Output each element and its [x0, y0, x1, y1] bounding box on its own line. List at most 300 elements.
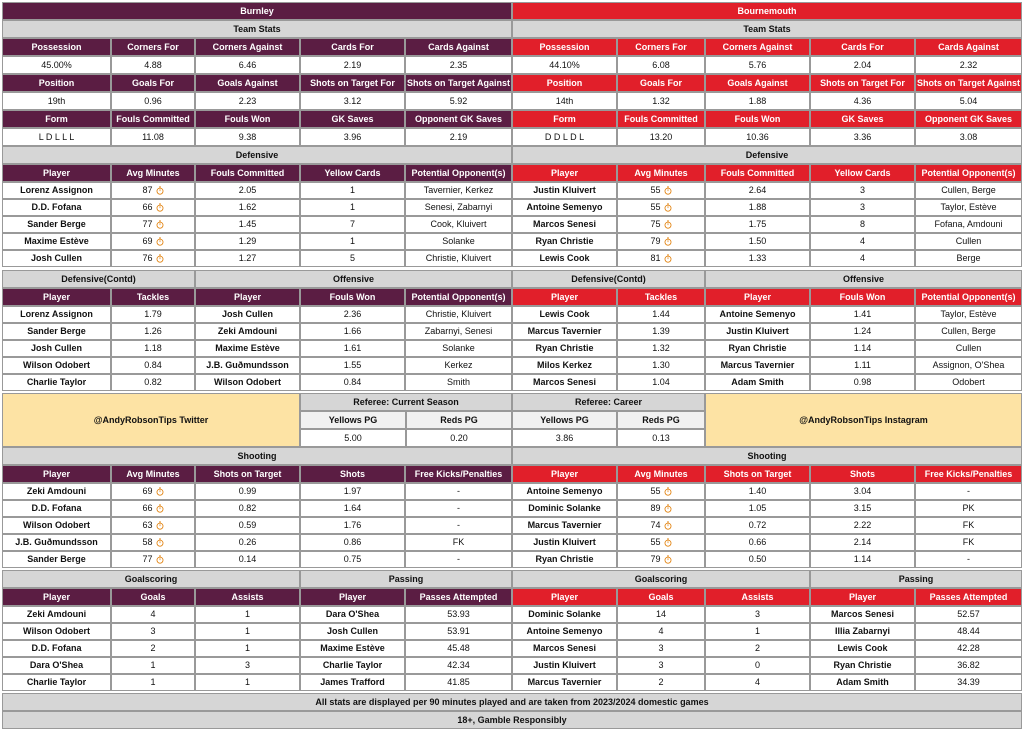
table-row-cell: Christie, Kluivert [405, 306, 512, 323]
table-row-cell: Tavernier, Kerkez [405, 182, 512, 199]
stat-header: Form [512, 110, 617, 128]
table-row-cell: J.B. Guðmundsson [2, 534, 111, 551]
table-row-cell: 1.27 [195, 250, 300, 267]
stopwatch-icon [664, 254, 672, 263]
stat-value: 3.96 [300, 128, 405, 146]
stat-value: 5.92 [405, 92, 512, 110]
table-row-cell: 2 [617, 674, 705, 691]
table-row-cell: Zabarnyi, Senesi [405, 323, 512, 340]
stat-header: Fouls Committed [111, 110, 195, 128]
table-row-cell: Kerkez [405, 357, 512, 374]
section-title: Offensive [705, 270, 1022, 288]
team-name-burnley: Burnley [2, 2, 512, 20]
section-title: Offensive [195, 270, 512, 288]
table-header: Player [512, 588, 617, 606]
stat-value: 3.36 [810, 128, 915, 146]
stopwatch-icon [156, 254, 164, 263]
table-row-cell: Marcos Senesi [512, 216, 617, 233]
stopwatch-icon [156, 237, 164, 246]
team-name-bournemouth: Bournemouth [512, 2, 1022, 20]
table-row-cell: D.D. Fofana [2, 500, 111, 517]
table-row-cell: Wilson Odobert [195, 374, 300, 391]
instagram-promo: @AndyRobsonTips Instagram [705, 393, 1022, 447]
table-row-cell: Marcus Tavernier [512, 674, 617, 691]
table-row-cell: Odobert [915, 374, 1022, 391]
table-row-cell: Taylor, Estève [915, 199, 1022, 216]
table-row-cell: 0.98 [810, 374, 915, 391]
stat-value: 19th [2, 92, 111, 110]
table-row-cell: - [405, 551, 512, 568]
table-header: Player [512, 164, 617, 182]
table-row-cell: Ryan Christie [512, 340, 617, 357]
table-row-cell: 4 [810, 233, 915, 250]
table-row-cell: 87 [111, 182, 195, 199]
table-header: Shots [300, 465, 405, 483]
table-row-cell: 1.55 [300, 357, 405, 374]
table-row-cell: 1 [195, 674, 300, 691]
stat-header: Corners Against [195, 38, 300, 56]
table-row-cell: Josh Cullen [300, 623, 405, 640]
table-row-cell: 76 [111, 250, 195, 267]
table-row-cell: Zeki Amdouni [2, 483, 111, 500]
table-row-cell: Adam Smith [705, 374, 810, 391]
table-row-cell: Illia Zabarnyi [810, 623, 915, 640]
stat-header: Position [2, 74, 111, 92]
stat-header: Shots on Target For [810, 74, 915, 92]
table-row-cell: 2 [111, 640, 195, 657]
table-row-cell: 0.99 [195, 483, 300, 500]
table-row-cell: 1.29 [195, 233, 300, 250]
table-row-cell: Dominic Solanke [512, 606, 617, 623]
table-row-cell: 0.72 [705, 517, 810, 534]
table-row-cell: 3 [111, 623, 195, 640]
stat-header: Fouls Won [705, 110, 810, 128]
table-row-cell: 8 [810, 216, 915, 233]
table-header: Player [2, 465, 111, 483]
table-header: Player [705, 288, 810, 306]
table-row-cell: 0.86 [300, 534, 405, 551]
table-row-cell: Charlie Taylor [300, 657, 405, 674]
table-row-cell: 5 [300, 250, 405, 267]
table-row-cell: 4 [111, 606, 195, 623]
table-row-cell: Marcos Senesi [512, 640, 617, 657]
table-row-cell: Justin Kluivert [705, 323, 810, 340]
table-row-cell: - [405, 517, 512, 534]
twitter-promo: @AndyRobsonTips Twitter [2, 393, 300, 447]
stopwatch-icon [664, 237, 672, 246]
stat-header: Goals Against [195, 74, 300, 92]
table-row-cell: 45.48 [405, 640, 512, 657]
table-row-cell: 1.32 [617, 340, 705, 357]
table-row-cell: Lewis Cook [512, 306, 617, 323]
table-row-cell: 0.50 [705, 551, 810, 568]
table-row-cell: FK [915, 517, 1022, 534]
table-row-cell: Lewis Cook [512, 250, 617, 267]
table-row-cell: 1.79 [111, 306, 195, 323]
table-row-cell: Senesi, Zabarnyi [405, 199, 512, 216]
table-row-cell: 1.61 [300, 340, 405, 357]
stat-value: 13.20 [617, 128, 705, 146]
section-title: Team Stats [512, 20, 1022, 38]
table-row-cell: 2.22 [810, 517, 915, 534]
stat-header: Fouls Won [195, 110, 300, 128]
table-row-cell: 2.14 [810, 534, 915, 551]
table-row-cell: Fofana, Amdouni [915, 216, 1022, 233]
table-row-cell: Antoine Semenyo [512, 199, 617, 216]
table-row-cell: 1 [111, 674, 195, 691]
table-row-cell: Josh Cullen [2, 340, 111, 357]
section-title: Passing [810, 570, 1022, 588]
table-header: Assists [705, 588, 810, 606]
stat-header: Corners For [617, 38, 705, 56]
table-header: Fouls Committed [195, 164, 300, 182]
table-row-cell: Cullen [915, 340, 1022, 357]
table-header: Yellow Cards [810, 164, 915, 182]
table-row-cell: 0.84 [300, 374, 405, 391]
table-row-cell: 74 [617, 517, 705, 534]
table-header: Tackles [111, 288, 195, 306]
table-row-cell: 0.26 [195, 534, 300, 551]
stat-header: Shots on Target Against [405, 74, 512, 92]
table-row-cell: Dara O'Shea [300, 606, 405, 623]
table-row-cell: 1.18 [111, 340, 195, 357]
stat-value: 2.19 [405, 128, 512, 146]
section-title: Team Stats [2, 20, 512, 38]
table-row-cell: 7 [300, 216, 405, 233]
table-row-cell: 1.75 [705, 216, 810, 233]
table-row-cell: PK [915, 500, 1022, 517]
stat-value: 5.76 [705, 56, 810, 74]
stat-header: Fouls Committed [617, 110, 705, 128]
stat-value: 44.10% [512, 56, 617, 74]
table-row-cell: 53.93 [405, 606, 512, 623]
stopwatch-icon [156, 504, 164, 513]
table-row-cell: 69 [111, 483, 195, 500]
stat-header: Opponent GK Saves [405, 110, 512, 128]
table-row-cell: 41.85 [405, 674, 512, 691]
table-row-cell: Cook, Kluivert [405, 216, 512, 233]
table-row-cell: 58 [111, 534, 195, 551]
table-row-cell: Ryan Christie [512, 233, 617, 250]
table-row-cell: Maxime Estève [195, 340, 300, 357]
table-row-cell: 2.05 [195, 182, 300, 199]
table-row-cell: 77 [111, 216, 195, 233]
section-title: Defensive [512, 146, 1022, 164]
stat-header: Possession [2, 38, 111, 56]
table-header: Goals [111, 588, 195, 606]
table-row-cell: 1.45 [195, 216, 300, 233]
table-row-cell: 0.82 [111, 374, 195, 391]
table-header: Yellows PG [512, 411, 617, 429]
table-row-cell: 55 [617, 534, 705, 551]
table-row-cell: 1.04 [617, 374, 705, 391]
table-row-cell: Maxime Estève [300, 640, 405, 657]
table-header: Player [810, 588, 915, 606]
table-header: Reds PG [617, 411, 705, 429]
table-row-cell: Marcos Senesi [810, 606, 915, 623]
table-row-cell: 1.97 [300, 483, 405, 500]
table-row-cell: 0.84 [111, 357, 195, 374]
table-header: Yellows PG [300, 411, 406, 429]
table-row-cell: 1.30 [617, 357, 705, 374]
table-row-cell: Justin Kluivert [512, 182, 617, 199]
table-row-cell: 0.82 [195, 500, 300, 517]
table-row-cell: Maxime Estève [2, 233, 111, 250]
section-title: Goalscoring [512, 570, 810, 588]
table-header: Passes Attempted [405, 588, 512, 606]
table-row-cell: 1.64 [300, 500, 405, 517]
table-row-cell: 42.34 [405, 657, 512, 674]
table-row-cell: 1 [195, 640, 300, 657]
table-row-cell: 1.14 [810, 340, 915, 357]
table-header: Potential Opponent(s) [405, 164, 512, 182]
stat-header: Cards Against [405, 38, 512, 56]
gamble-notice: 18+, Gamble Responsibly [2, 711, 1022, 729]
stopwatch-icon [664, 538, 672, 547]
table-header: Player [195, 288, 300, 306]
section-title: Referee: Career [512, 393, 705, 411]
table-row-cell: 4 [617, 623, 705, 640]
table-header: Yellow Cards [300, 164, 405, 182]
table-row-cell: 1.41 [810, 306, 915, 323]
table-row-cell: D.D. Fofana [2, 640, 111, 657]
table-row-cell: 1.26 [111, 323, 195, 340]
stopwatch-icon [156, 521, 164, 530]
table-row-cell: 79 [617, 233, 705, 250]
table-row-cell: 3 [195, 657, 300, 674]
stopwatch-icon [156, 487, 164, 496]
stat-value: 1.32 [617, 92, 705, 110]
table-row-cell: Assignon, O'Shea [915, 357, 1022, 374]
stat-value: 11.08 [111, 128, 195, 146]
table-row-cell: Marcus Tavernier [705, 357, 810, 374]
stat-value: 4.88 [111, 56, 195, 74]
table-row-cell: 1.88 [705, 199, 810, 216]
stat-value: 2.35 [405, 56, 512, 74]
table-row-cell: - [915, 483, 1022, 500]
stat-value: 2.19 [300, 56, 405, 74]
table-row-cell: Wilson Odobert [2, 357, 111, 374]
stat-header: Cards For [810, 38, 915, 56]
stat-header: Possession [512, 38, 617, 56]
table-row-cell: Wilson Odobert [2, 623, 111, 640]
table-row-cell: 1 [300, 199, 405, 216]
stat-value: 9.38 [195, 128, 300, 146]
table-row-cell: FK [405, 534, 512, 551]
table-row-cell: Dominic Solanke [512, 500, 617, 517]
table-row-cell: 1.66 [300, 323, 405, 340]
table-row-cell: 0 [705, 657, 810, 674]
stat-value: D D L D L [512, 128, 617, 146]
table-header: Potential Opponent(s) [915, 288, 1022, 306]
table-row-cell: 75 [617, 216, 705, 233]
table-row-cell: 14 [617, 606, 705, 623]
table-row-cell: - [915, 551, 1022, 568]
table-row-cell: Solanke [405, 340, 512, 357]
stat-header: Shots on Target Against [915, 74, 1022, 92]
stat-header: Cards Against [915, 38, 1022, 56]
stat-value: 2.32 [915, 56, 1022, 74]
table-header: Avg Minutes [111, 164, 195, 182]
table-row-cell: Justin Kluivert [512, 534, 617, 551]
section-title: Goalscoring [2, 570, 300, 588]
stat-value: 5.04 [915, 92, 1022, 110]
table-row-cell: 1.44 [617, 306, 705, 323]
table-row-cell: 4 [705, 674, 810, 691]
table-row-cell: - [405, 500, 512, 517]
table-row-cell: 1.62 [195, 199, 300, 216]
table-row-cell: 2.64 [705, 182, 810, 199]
stat-header: GK Saves [300, 110, 405, 128]
table-header: Assists [195, 588, 300, 606]
table-row-cell: Milos Kerkez [512, 357, 617, 374]
table-header: Avg Minutes [617, 465, 705, 483]
table-row-cell: Solanke [405, 233, 512, 250]
table-row-cell: 0.14 [195, 551, 300, 568]
section-title: Passing [300, 570, 512, 588]
stat-header: Form [2, 110, 111, 128]
table-header: Player [512, 465, 617, 483]
table-row-cell: 79 [617, 551, 705, 568]
stat-header: GK Saves [810, 110, 915, 128]
table-header: Free Kicks/Penalties [915, 465, 1022, 483]
table-row-cell: 3 [810, 182, 915, 199]
table-row-cell: Lewis Cook [810, 640, 915, 657]
table-row-cell: Sander Berge [2, 551, 111, 568]
table-row-cell: 3 [705, 606, 810, 623]
footnote: All stats are displayed per 90 minutes played and are taken from 2023/2024 domestic games [2, 693, 1022, 711]
table-row-cell: Ryan Christie [705, 340, 810, 357]
stopwatch-icon [664, 487, 672, 496]
referee-value: 5.00 [300, 429, 406, 447]
table-row-cell: Antoine Semenyo [512, 623, 617, 640]
referee-value: 0.20 [406, 429, 512, 447]
table-row-cell: Justin Kluivert [512, 657, 617, 674]
table-row-cell: Lorenz Assignon [2, 306, 111, 323]
table-row-cell: 1.14 [810, 551, 915, 568]
table-header: Player [2, 164, 111, 182]
stat-value: 10.36 [705, 128, 810, 146]
stat-header: Goals For [617, 74, 705, 92]
table-row-cell: 1.50 [705, 233, 810, 250]
table-header: Shots [810, 465, 915, 483]
table-row-cell: Sander Berge [2, 323, 111, 340]
table-row-cell: 42.28 [915, 640, 1022, 657]
table-row-cell: 66 [111, 199, 195, 216]
table-row-cell: 3 [810, 199, 915, 216]
table-row-cell: Smith [405, 374, 512, 391]
table-row-cell: Zeki Amdouni [195, 323, 300, 340]
table-header: Avg Minutes [111, 465, 195, 483]
stopwatch-icon [664, 220, 672, 229]
stopwatch-icon [664, 504, 672, 513]
table-row-cell: Marcus Tavernier [512, 323, 617, 340]
table-row-cell: - [405, 483, 512, 500]
table-row-cell: 63 [111, 517, 195, 534]
table-row-cell: Charlie Taylor [2, 374, 111, 391]
table-row-cell: 1.76 [300, 517, 405, 534]
table-header: Shots on Target [705, 465, 810, 483]
table-header: Fouls Committed [705, 164, 810, 182]
stat-header: Goals For [111, 74, 195, 92]
stopwatch-icon [664, 203, 672, 212]
table-row-cell: Ryan Christie [810, 657, 915, 674]
stat-value: 4.36 [810, 92, 915, 110]
table-row-cell: 0.59 [195, 517, 300, 534]
table-row-cell: 3.15 [810, 500, 915, 517]
table-row-cell: 1 [300, 182, 405, 199]
stat-header: Opponent GK Saves [915, 110, 1022, 128]
table-row-cell: 81 [617, 250, 705, 267]
table-row-cell: 48.44 [915, 623, 1022, 640]
table-row-cell: J.B. Guðmundsson [195, 357, 300, 374]
stopwatch-icon [156, 538, 164, 547]
stopwatch-icon [156, 186, 164, 195]
table-row-cell: Cullen [915, 233, 1022, 250]
stat-value: 3.12 [300, 92, 405, 110]
stat-value: L D L L L [2, 128, 111, 146]
table-row-cell: Antoine Semenyo [512, 483, 617, 500]
table-row-cell: 55 [617, 483, 705, 500]
stat-value: 3.08 [915, 128, 1022, 146]
table-row-cell: 77 [111, 551, 195, 568]
stat-header: Corners For [111, 38, 195, 56]
stat-value: 2.04 [810, 56, 915, 74]
table-row-cell: Berge [915, 250, 1022, 267]
table-row-cell: Wilson Odobert [2, 517, 111, 534]
table-row-cell: 2.36 [300, 306, 405, 323]
table-row-cell: 1 [300, 233, 405, 250]
table-header: Potential Opponent(s) [405, 288, 512, 306]
table-row-cell: Cullen, Berge [915, 323, 1022, 340]
table-row-cell: 66 [111, 500, 195, 517]
table-row-cell: Sander Berge [2, 216, 111, 233]
table-header: Player [300, 588, 405, 606]
stat-header: Shots on Target For [300, 74, 405, 92]
referee-value: 3.86 [512, 429, 617, 447]
table-header: Reds PG [406, 411, 512, 429]
table-row-cell: Josh Cullen [195, 306, 300, 323]
table-header: Avg Minutes [617, 164, 705, 182]
stopwatch-icon [156, 220, 164, 229]
table-row-cell: 1.39 [617, 323, 705, 340]
table-row-cell: 55 [617, 182, 705, 199]
table-row-cell: Taylor, Estève [915, 306, 1022, 323]
table-row-cell: Charlie Taylor [2, 674, 111, 691]
table-row-cell: 53.91 [405, 623, 512, 640]
table-header: Shots on Target [195, 465, 300, 483]
table-row-cell: Ryan Christie [512, 551, 617, 568]
section-title: Defensive(Contd) [2, 270, 195, 288]
stat-value: 0.96 [111, 92, 195, 110]
table-row-cell: 1 [111, 657, 195, 674]
table-row-cell: 1 [195, 606, 300, 623]
table-header: Player [2, 588, 111, 606]
section-title: Shooting [512, 447, 1022, 465]
table-row-cell: 4 [810, 250, 915, 267]
table-header: Goals [617, 588, 705, 606]
table-row-cell: Adam Smith [810, 674, 915, 691]
stat-header: Goals Against [705, 74, 810, 92]
stat-value: 45.00% [2, 56, 111, 74]
stopwatch-icon [156, 203, 164, 212]
table-row-cell: Marcos Senesi [512, 374, 617, 391]
table-header: Player [2, 288, 111, 306]
table-row-cell: 1 [195, 623, 300, 640]
stat-value: 1.88 [705, 92, 810, 110]
table-row-cell: Marcus Tavernier [512, 517, 617, 534]
table-row-cell: 3 [617, 640, 705, 657]
